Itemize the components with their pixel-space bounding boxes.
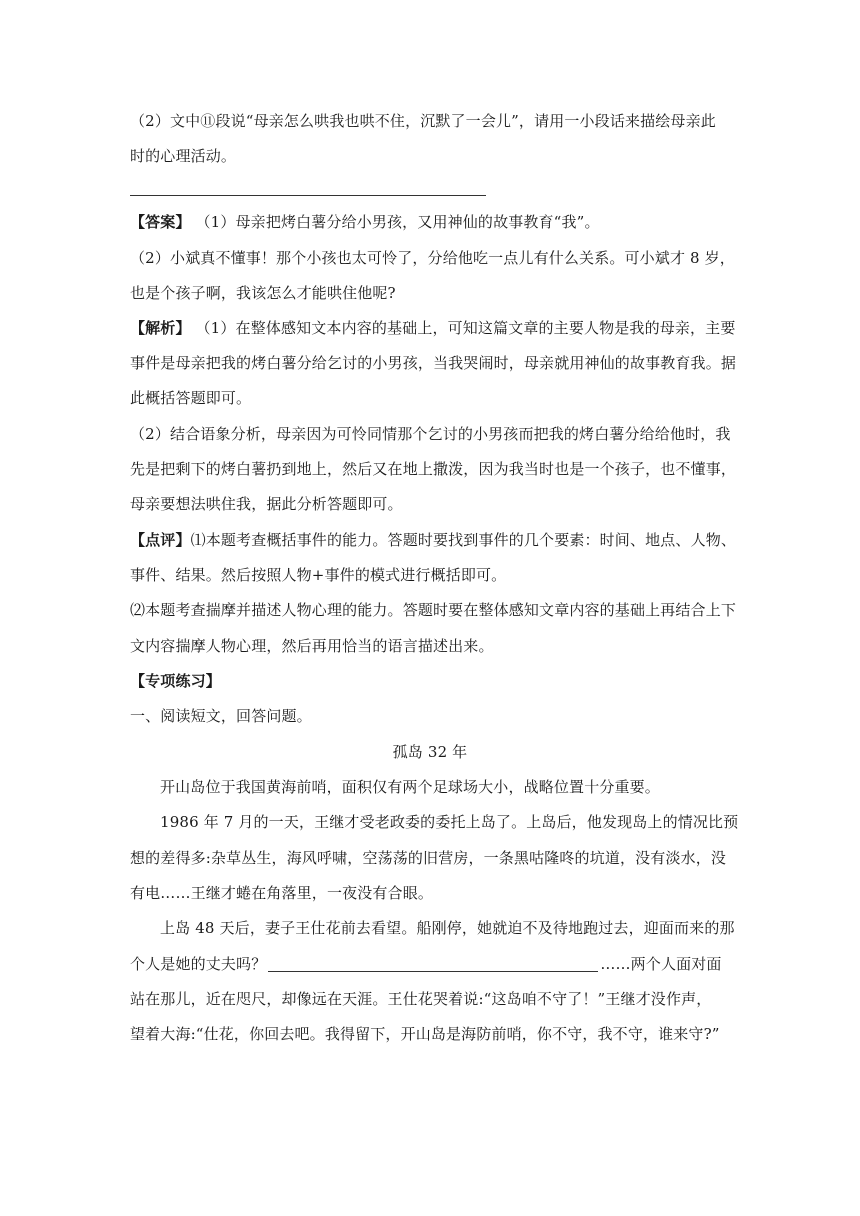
answer-line-1	[130, 212, 730, 232]
comment-text-1: ⑴本题考查概括事件的能力。答题时要找到事件的几个要素：时间、地点、人物、	[190, 531, 737, 549]
passage-paragraph-3-line-2	[130, 954, 730, 974]
question-2-line-1: （2）文中⑪段说“母亲怎么哄我也哄不住，沉默了一会儿”，请用一小段话来描绘母亲此	[130, 112, 716, 130]
passage-paragraph-2-line-3: 有电……王继才蜷在角落里，一夜没有合眼。	[130, 884, 434, 902]
passage-paragraph-1: 开山岛位于我国黄海前哨，面积仅有两个足球场大小，战略位置十分重要。	[160, 778, 660, 796]
analysis-text-1: （1）在整体感知文本内容的基础上，可知这篇文章的主要人物是我的母亲，主要	[195, 319, 736, 337]
fill-in-blank[interactable]	[268, 955, 598, 972]
passage-paragraph-3-line-4: 望着大海:“仕花，你回去吧。我得留下，开山岛是海防前哨，你不守，我不守，谁来守?”	[130, 1025, 720, 1043]
comment-line-1	[130, 530, 737, 550]
passage-paragraph-2-line-1: 1986 年 7 月的一天，王继才受老政委的委托上岛了。上岛后，他发现岛上的情况比预	[160, 813, 739, 831]
answer-line-2: （2）小斌真不懂事！那个小孩也太可怜了，分给他吃一点儿有什么关系。可小斌才 8 岁，	[130, 249, 735, 267]
comment-label: 【点评】	[130, 531, 191, 549]
passage-paragraph-3-line-2-end: ……两个人面对面	[600, 955, 722, 973]
analysis-line-2: 事件是母亲把我的烤白薯分给乞讨的小男孩，当我哭闹时，母亲就用神仙的故事教育我。据	[130, 354, 737, 372]
passage-title: 孤岛 32 年	[392, 743, 468, 761]
analysis-line-1	[130, 318, 736, 338]
passage-paragraph-3-line-1: 上岛 48 天后，妻子王仕花前去看望。船刚停，她就迫不及待地跑过去，迎面而来的那	[160, 919, 735, 937]
analysis-line-6: 母亲要想法哄住我，据此分析答题即可。	[130, 495, 403, 513]
comment-line-2: 事件、结果。然后按照人物+事件的模式进行概括即可。	[130, 566, 507, 584]
analysis-line-4: （2）结合语象分析，母亲因为可怜同情那个乞讨的小男孩而把我的烤白薯分给给他时，我	[130, 425, 731, 443]
analysis-line-3: 此概括答题即可。	[130, 389, 252, 407]
analysis-label: 【解析】	[130, 319, 191, 337]
analysis-line-5: 先是把剩下的烤白薯扔到地上，然后又在地上撒泼，因为我当时也是一个孩子，也不懂事，	[130, 460, 737, 478]
answer-text-1: （1）母亲把烤白薯分给小男孩，又用神仙的故事教育“我”。	[195, 213, 600, 231]
passage-paragraph-2-line-2: 想的差得多:杂草丛生，海风呼啸，空荡荡的旧营房，一条黑咕隆咚的坑道，没有淡水，没	[130, 849, 727, 867]
practice-heading: 【专项练习】	[130, 672, 221, 690]
question-2-line-2: 时的心理活动。	[130, 147, 237, 165]
answer-label: 【答案】	[130, 213, 191, 231]
practice-instruction: 一、阅读短文，回答问题。	[130, 707, 312, 725]
passage-paragraph-3-line-3: 站在那儿，近在咫尺，却像远在天涯。王仕花哭着说:“这岛咱不守了！”王继才没作声，	[130, 990, 712, 1008]
comment-line-3: ⑵本题考查揣摩并描述人物心理的能力。答题时要在整体感知文章内容的基础上再结合上下	[130, 601, 737, 619]
comment-line-4: 文内容揣摩人物心理，然后再用恰当的语言描述出来。	[130, 637, 494, 655]
answer-line-3: 也是个孩子啊，我该怎么才能哄住他呢?	[130, 284, 396, 302]
answer-blank-line	[130, 195, 486, 196]
passage-paragraph-3-line-2-start: 个人是她的丈夫吗？	[130, 955, 267, 973]
